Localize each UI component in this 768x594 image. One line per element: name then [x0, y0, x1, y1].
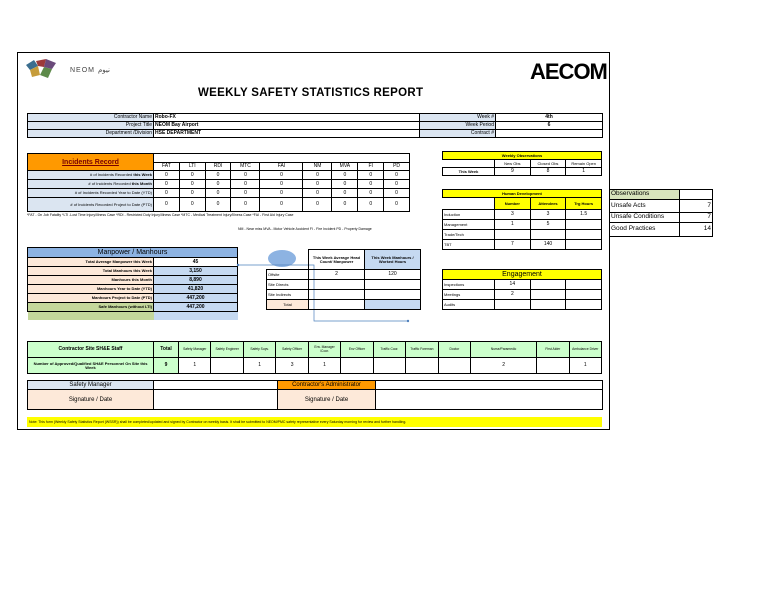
- headcount-table: [266, 249, 421, 310]
- staff-table: [27, 341, 602, 374]
- dept-value[interactable]: HSE DEPARTMENT: [154, 130, 420, 138]
- staff-title: Contractor Site SH&E Staff: [28, 342, 154, 358]
- col-mva: MVA: [332, 163, 358, 171]
- col-fat: FAT: [154, 163, 180, 171]
- cell[interactable]: 0: [358, 198, 384, 212]
- cell[interactable]: 1: [179, 358, 211, 374]
- row-label: This Week: [443, 168, 495, 176]
- cell[interactable]: 0: [179, 180, 205, 189]
- table-row: [28, 171, 410, 180]
- cell[interactable]: 14: [495, 280, 531, 290]
- cell[interactable]: [495, 300, 531, 310]
- cell[interactable]: 0: [205, 171, 231, 180]
- manpower-value[interactable]: 41,820: [154, 285, 238, 294]
- col-header: Doctor: [438, 342, 470, 358]
- cell[interactable]: 0: [384, 198, 410, 212]
- row-label: Good Practices: [610, 223, 680, 237]
- project-label: Project Title: [28, 122, 154, 130]
- manpower-table: [27, 247, 238, 320]
- note-bar: [27, 417, 602, 427]
- cell[interactable]: 0: [205, 198, 231, 212]
- contractor-info-table: [27, 113, 603, 138]
- cell[interactable]: [365, 290, 421, 300]
- contractor-label: Contractor Name: [28, 114, 154, 122]
- manpower-value[interactable]: 447,200: [154, 294, 238, 303]
- signature-date-field[interactable]: [154, 390, 278, 410]
- row-label: Audits: [443, 300, 495, 310]
- incident-legend-2: NM - Near miss MVA - Motor Vehicle Accident FI - Fire Incident PD - Property Damage: [238, 227, 372, 231]
- cell[interactable]: 7: [495, 240, 531, 250]
- col-fai: FAI: [260, 163, 303, 171]
- cell[interactable]: [495, 230, 531, 240]
- cell[interactable]: 1: [243, 358, 275, 374]
- col-header: Env Officer: [341, 342, 373, 358]
- side-observations-title: Observations: [610, 190, 680, 200]
- total-value[interactable]: 9: [154, 358, 179, 374]
- contract-label: Contract #: [420, 130, 496, 138]
- signature-date-label: Signature / Date: [28, 390, 154, 410]
- week-value[interactable]: 4th: [496, 114, 603, 122]
- row-label: Total: [267, 300, 309, 310]
- row-label: # of Incidents Recorded this Week: [28, 171, 154, 180]
- weekly-observations-table: [442, 151, 602, 176]
- col-remain-open: Remain Open: [566, 160, 602, 168]
- manpower-value[interactable]: 8,890: [154, 276, 238, 285]
- col-number: Number: [495, 198, 531, 210]
- manpower-value[interactable]: 45: [154, 258, 238, 267]
- row-label: Inspections: [443, 280, 495, 290]
- cell[interactable]: 0: [358, 171, 384, 180]
- cell[interactable]: 0: [332, 189, 358, 198]
- cell[interactable]: [365, 280, 421, 290]
- cell[interactable]: 3: [495, 210, 531, 220]
- row-label: Management: [443, 220, 495, 230]
- cell[interactable]: [530, 230, 566, 240]
- row-label: Offsite: [267, 270, 309, 280]
- col-trg-hours: Trg Hours: [566, 198, 602, 210]
- cell[interactable]: 0: [303, 180, 332, 189]
- cell[interactable]: 0: [332, 171, 358, 180]
- human-development-table: [442, 189, 602, 250]
- cell[interactable]: 0: [332, 180, 358, 189]
- row-label: Number of Approved/Qualified SH&E Personnel On Site this Week: [28, 358, 154, 374]
- col-header: Safety Engineer: [211, 342, 243, 358]
- signature-date-label-2: Signature / Date: [278, 390, 376, 410]
- row-label: Unsafe Acts: [610, 200, 680, 213]
- manpower-title: Manpower / Manhours: [28, 248, 238, 258]
- row-label: Site Directs: [267, 280, 309, 290]
- col-new-obs: New Obs: [495, 160, 531, 168]
- row-label: Safe Manhours (without LTI): [28, 303, 154, 312]
- table-row: [28, 198, 410, 212]
- cell[interactable]: [309, 300, 365, 310]
- report-sheet: [17, 52, 610, 430]
- week-label: Week #: [420, 114, 496, 122]
- cell[interactable]: [309, 280, 365, 290]
- engagement-table: [442, 269, 602, 310]
- cell[interactable]: 0: [260, 189, 303, 198]
- cell[interactable]: 0: [231, 189, 260, 198]
- signature-table: [27, 380, 603, 410]
- contractor-value[interactable]: Robo-FX: [154, 114, 420, 122]
- cell[interactable]: 0: [260, 180, 303, 189]
- col-header: Safety Supv.: [243, 342, 275, 358]
- cell[interactable]: 5: [530, 220, 566, 230]
- aecom-logo: AECOM: [530, 59, 607, 84]
- cell[interactable]: 8: [530, 168, 566, 176]
- cell[interactable]: [365, 300, 421, 310]
- row-label: Induction: [443, 210, 495, 220]
- cell[interactable]: 0: [332, 198, 358, 212]
- col-attendees: Attendees: [530, 198, 566, 210]
- row-label: Manhours Year to Date (YTD): [28, 285, 154, 294]
- cell[interactable]: 1: [495, 220, 531, 230]
- row-label: Site Indirects: [267, 290, 309, 300]
- cell[interactable]: 2: [471, 358, 537, 374]
- cell[interactable]: 0: [179, 198, 205, 212]
- contract-value[interactable]: [496, 130, 603, 138]
- contractor-admin-label: Contractor's Administrator: [278, 381, 376, 390]
- col-header: Nurse/Paramedic: [471, 342, 537, 358]
- row-label: Manhours this Month: [28, 276, 154, 285]
- cell[interactable]: 14: [680, 223, 713, 237]
- col-header: Traffic Foreman: [406, 342, 438, 358]
- cell[interactable]: 1.5: [566, 210, 602, 220]
- cell[interactable]: 3: [276, 358, 308, 374]
- col-closed-obs: Closed Obs: [530, 160, 566, 168]
- cell[interactable]: 0: [303, 198, 332, 212]
- cell[interactable]: 2: [495, 290, 531, 300]
- observations-title: Weekly Observations: [443, 152, 602, 160]
- col-header: Env. Manager /Coor.: [308, 342, 340, 358]
- cell[interactable]: 0: [154, 189, 180, 198]
- cell[interactable]: 0: [205, 180, 231, 189]
- manpower-value[interactable]: 3,150: [154, 267, 238, 276]
- cell[interactable]: 0: [384, 180, 410, 189]
- cell[interactable]: 7: [680, 200, 713, 213]
- cell[interactable]: 0: [260, 171, 303, 180]
- row-label: # of Incidents Recorded Year to Date (YTD): [28, 189, 154, 198]
- signature-date-field-2[interactable]: [376, 390, 603, 410]
- cell[interactable]: [566, 220, 602, 230]
- table-row: [28, 180, 410, 189]
- col-fi: FI: [358, 163, 384, 171]
- total-header: Total: [154, 342, 179, 358]
- cell[interactable]: 0: [154, 171, 180, 180]
- col-rdi: RDI: [205, 163, 231, 171]
- col-mtc: MTC: [231, 163, 260, 171]
- manpower-value[interactable]: 447,200: [154, 303, 238, 312]
- col-header: Safety Officer: [276, 342, 308, 358]
- page-title: WEEKLY SAFETY STATISTICS REPORT: [198, 87, 424, 99]
- cell[interactable]: 0: [303, 189, 332, 198]
- headcount-col: This Week Average Head Count/ Manpower: [309, 250, 365, 270]
- contractor-admin-field[interactable]: [376, 381, 603, 390]
- note-text: Note: This form (Weekly Safety Statistics Report (WSSR)) shall be completed/updated and signed by Contractor on weekly basis. It shall be submitted to NEOM/PMC safety representative every Saturday morning for review and further handling.: [29, 420, 407, 424]
- cell[interactable]: 0: [154, 180, 180, 189]
- cell[interactable]: [537, 358, 569, 374]
- side-observations-table: [609, 189, 713, 237]
- cell[interactable]: 0: [384, 189, 410, 198]
- neom-logo: [24, 57, 60, 81]
- col-header: Traffic Coor.: [373, 342, 405, 358]
- row-label: Meetings: [443, 290, 495, 300]
- cell[interactable]: [211, 358, 243, 374]
- cell[interactable]: [566, 240, 602, 250]
- cell[interactable]: [406, 358, 438, 374]
- cell[interactable]: 7: [680, 213, 713, 223]
- cell[interactable]: [438, 358, 470, 374]
- cell[interactable]: 0: [231, 171, 260, 180]
- safety-manager-label: Safety Manager: [28, 381, 154, 390]
- human-dev-title: Human Development: [443, 190, 602, 198]
- col-nm: NM: [303, 163, 332, 171]
- cell[interactable]: 2: [309, 270, 365, 280]
- period-value[interactable]: 6: [496, 122, 603, 130]
- cell[interactable]: 0: [384, 171, 410, 180]
- cell[interactable]: 0: [358, 189, 384, 198]
- project-value[interactable]: NEOM Bay Airport: [154, 122, 420, 130]
- incidents-title: Incidents Record: [28, 154, 154, 171]
- cell[interactable]: 0: [303, 171, 332, 180]
- row-label: Total Manhours this Week: [28, 267, 154, 276]
- cell[interactable]: 120: [365, 270, 421, 280]
- engagement-title: Engagement: [443, 270, 602, 280]
- cell[interactable]: 1: [308, 358, 340, 374]
- col-header: First Aider: [537, 342, 569, 358]
- cell[interactable]: 140: [530, 240, 566, 250]
- row-label: Trade/Tech: [443, 230, 495, 240]
- row-label: Manhours Project to Date (PTD): [28, 294, 154, 303]
- neom-text: NEOM نيوم: [70, 67, 110, 74]
- cell[interactable]: 0: [179, 171, 205, 180]
- table-row: [28, 189, 410, 198]
- cell[interactable]: 0: [260, 198, 303, 212]
- cell[interactable]: 1: [569, 358, 601, 374]
- row-label: # of Incidents Recorded this Month: [28, 180, 154, 189]
- cell[interactable]: 0: [231, 180, 260, 189]
- cell[interactable]: [566, 230, 602, 240]
- cell[interactable]: 0: [231, 198, 260, 212]
- row-label: TBT: [443, 240, 495, 250]
- safety-manager-field[interactable]: [154, 381, 278, 390]
- cell[interactable]: 3: [530, 210, 566, 220]
- col-header: Safety Manager: [179, 342, 211, 358]
- period-label: Week Period: [420, 122, 496, 130]
- cell[interactable]: 0: [179, 189, 205, 198]
- incident-legend: *FAT - On Job Fatality *LTI -Lost Time Injury/Illness Case *RDI - Restricted Duty Injury/Illness Case *MTC - Medical Treatment Injury/Illness Case *FAI - First Aid Injury Case: [27, 213, 294, 217]
- row-label: Total Average Manpower this Week: [28, 258, 154, 267]
- dept-label: Department /Division: [28, 130, 154, 138]
- cell[interactable]: [373, 358, 405, 374]
- cell[interactable]: [309, 290, 365, 300]
- manhours-col: This Week Manhours / Worked Hours: [365, 250, 421, 270]
- row-label: Unsafe Conditions: [610, 213, 680, 223]
- neom-logo-icon: [24, 57, 60, 81]
- cell[interactable]: 9: [495, 168, 531, 176]
- cell[interactable]: 0: [154, 198, 180, 212]
- cell[interactable]: 1: [566, 168, 602, 176]
- col-header: Ambulance Driver: [569, 342, 601, 358]
- row-label: # of Incidents Recorded Project to Date (PTD): [28, 198, 154, 212]
- col-pd: PD: [384, 163, 410, 171]
- cell[interactable]: [341, 358, 373, 374]
- cell[interactable]: 0: [358, 180, 384, 189]
- incidents-table: [27, 153, 410, 212]
- col-lti: LTI: [179, 163, 205, 171]
- cell[interactable]: 0: [205, 189, 231, 198]
